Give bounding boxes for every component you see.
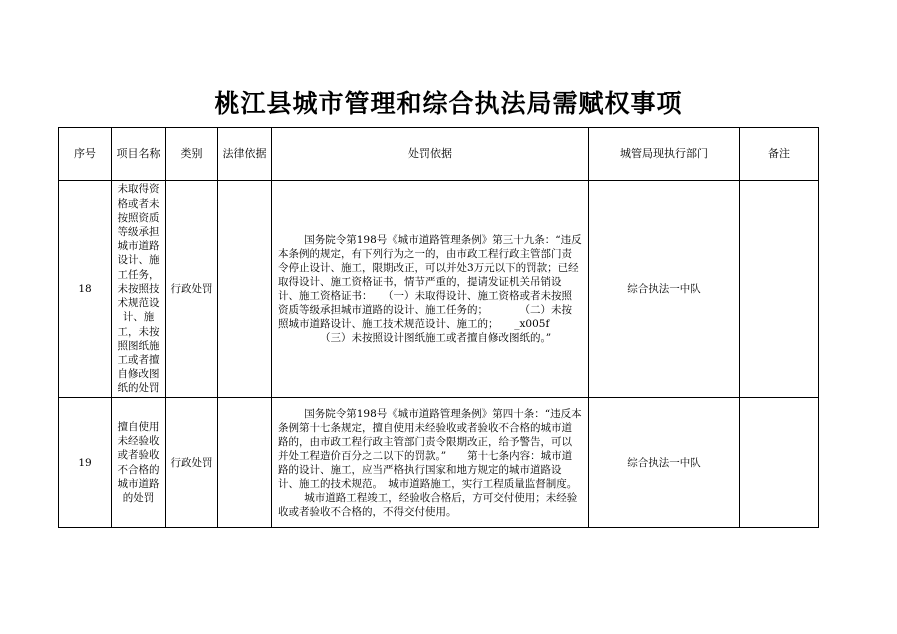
cell-dept: 综合执法一中队 bbox=[589, 181, 740, 398]
cell-category: 行政处罚 bbox=[166, 398, 218, 528]
header-remark: 备注 bbox=[740, 128, 819, 181]
basis-paragraph: 国务院令第198号《城市道路管理条例》第三十九条：“违反本条例的规定，有下列行为之一的，由市政工程行政主管部门责令停止设计、施工，限期改正，可以并处3万元以下的罚款；已经取得设计、施工资格证书，情节严重的，提请发证机关吊销设计、施工资格证书： （一）未取得设计、施工资格或者未按照资质等级承担城市道路的设计、施工任务的； （二）未按照城市道路设计、施工技术规范设计、施工的； _x005f bbox=[278, 234, 582, 330]
cell-seq: 19 bbox=[59, 398, 112, 528]
cell-remark bbox=[740, 181, 819, 398]
basis-paragraph: （三）未按照设计图纸施工或者擅自修改图纸的。” bbox=[320, 332, 552, 344]
cell-basis bbox=[272, 398, 589, 528]
header-basis: 处罚依据 bbox=[272, 128, 589, 181]
cell-category: 行政处罚 bbox=[166, 181, 218, 398]
header-seq: 序号 bbox=[59, 128, 112, 181]
header-name: 项目名称 bbox=[112, 128, 166, 181]
cell-seq: 18 bbox=[59, 181, 112, 398]
cell-law bbox=[218, 181, 272, 398]
page-title: 桃江县城市管理和综合执法局需赋权事项 bbox=[214, 89, 683, 118]
cell-basis bbox=[272, 181, 589, 398]
header-category: 类别 bbox=[166, 128, 218, 181]
cell-remark bbox=[740, 398, 819, 528]
table-row bbox=[59, 181, 819, 398]
header-dept: 城管局现执行部门 bbox=[589, 128, 740, 181]
table-row bbox=[59, 398, 819, 528]
cell-law bbox=[218, 398, 272, 528]
cell-dept: 综合执法一中队 bbox=[589, 398, 740, 528]
header-law: 法律依据 bbox=[218, 128, 272, 181]
cell-name: 未取得资格或者未按照资质等级承担城市道路设计、施工任务，未按照技术规范设计、施工，未按照图纸施工或者擅自修改图纸的处罚 bbox=[112, 181, 166, 398]
basis-paragraph: 国务院令第198号《城市道路管理条例》第四十条：“违反本条例第十七条规定，擅自使用未经验收或者验收不合格的城市道路的，由市政工程行政主管部门责令限期改正，给予警告，可以并处工程造价百分之二以下的罚款。” 第十七条内容：城市道路的设计、施工，应当严格执行国家和地方规定的城市道路设计、施工的技术规范。 城市道路施工，实行工程质量监督制度。 bbox=[278, 407, 582, 490]
basis-paragraph: 城市道路工程竣工，经验收合格后，方可交付使用；未经验收或者验收不合格的，不得交付使用。 bbox=[278, 491, 578, 518]
table-header-row bbox=[59, 128, 819, 181]
authorization-table bbox=[58, 127, 819, 528]
cell-name: 擅自使用未经验收或者验收不合格的城市道路的处罚 bbox=[112, 398, 166, 528]
